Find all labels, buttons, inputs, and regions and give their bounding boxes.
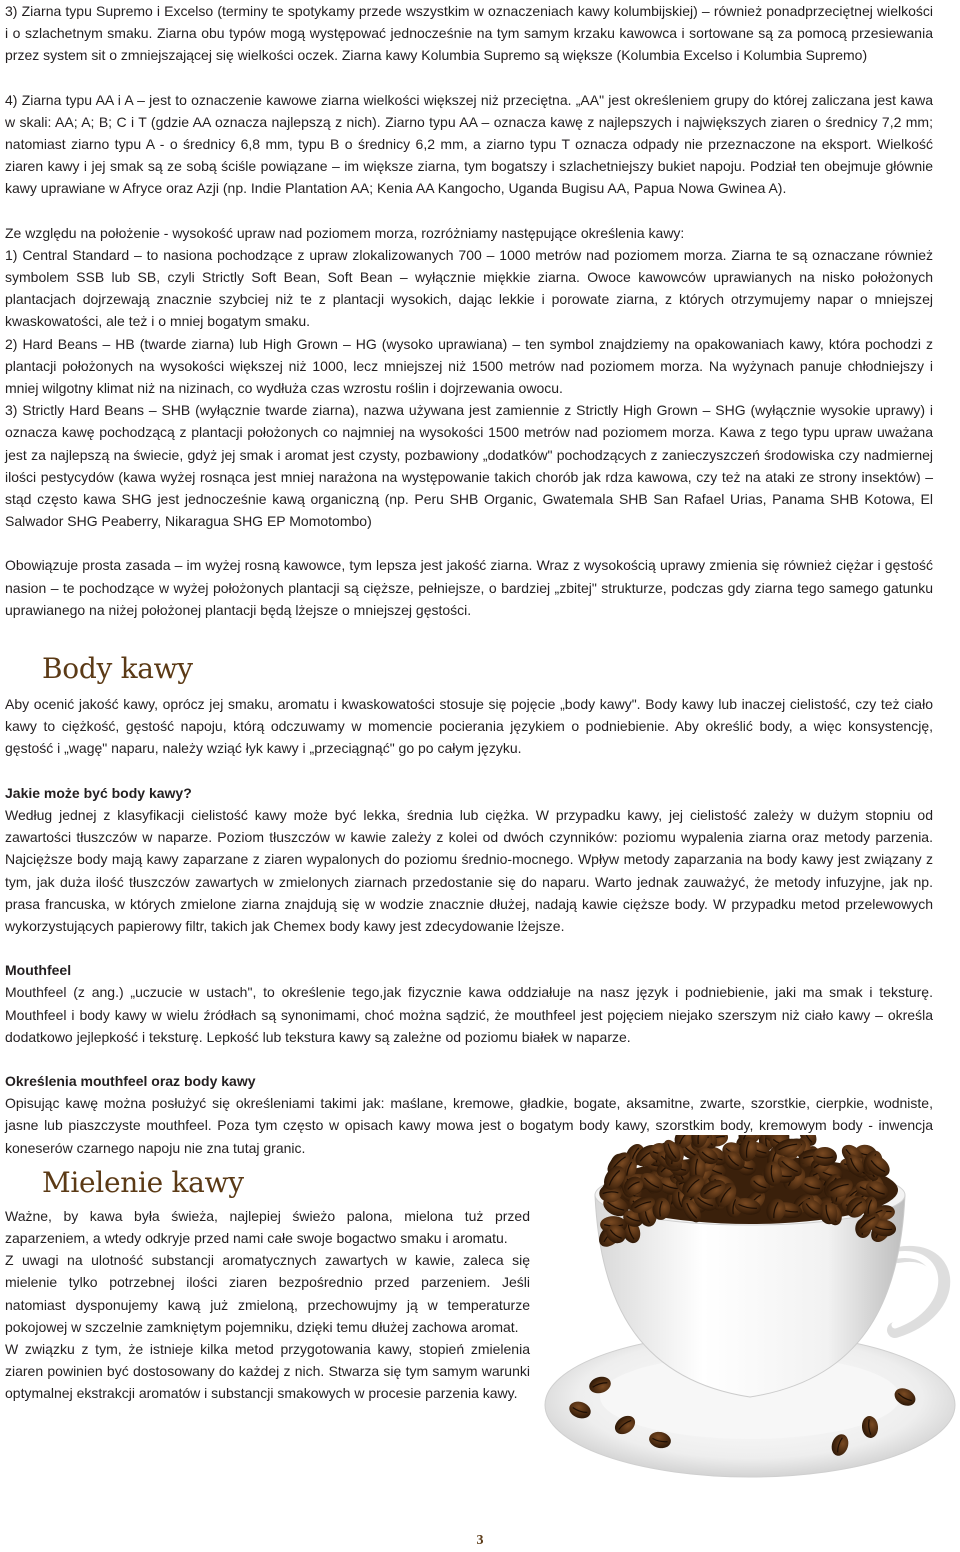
- paragraph-body-types: Według jednej z klasyfikacji cielistość kawy może być lekka, średnia lub ciężka. W przypadku kawy, jej cielistość zależy w dużym stopniu od zawartości tłuszczów w naparze. Poziom tłuszczów w kawie zależy z kolei od dwóch czynników: poziomu wypalenia ziarna oraz metody parzenia. Najcięższe body mają kawy zaparzane z ziaren wypalonych do poziomu średnio-mocnego. Wpływ metody zaparzania na body kawy jest związany z tym, jak duża ilość tłuszczów zawartych w zmielonych ziarnach przedostanie się do naparu. Warto jednak zauważyć, że metody infuzyjne, jak np. prasa francuska, w których zmielone ziarna znajdują się w wodzie znacznie dłużej, nadają kawie cięższe body. W przypadku metod przelewowych wykorzystujących papierowy filtr, takich jak Chemex body kawy jest zdecydowanie lżejsze.: [5, 806, 933, 934]
- paragraph-mouthfeel: Mouthfeel (z ang.) „uczucie w ustach", to określenie tego,jak fizycznie kawa oddziałuje na nasz język i podniebienie, jaki ma smak i teksturę. Mouthfeel i body kawy w wielu źródłach są synonimami, choć można sądzić, że mouthfeel jest pojęciem niejako szerszym niż ciało kawy – określa dodatkowo jejlepkość i teksturę. Lepkość lub tekstura kawy są zależne od poziomu białek w naparze.: [5, 984, 933, 1045]
- page-number: 3: [476, 1533, 484, 1548]
- subheading-descriptors: Określenia mouthfeel oraz body kawy: [5, 1072, 256, 1089]
- paragraph-altitude-intro: Ze względu na położenie - wysokość upraw nad poziomem morza, rozróżniamy następujące określenia kawy:: [5, 224, 685, 241]
- paragraph-grinding-methods: W związku z tym, że istnieje kilka metod przygotowania kawy, stopień zmielenia ziaren powinien być dostosowany do każdej z nich. Stwarza się tym samym warunki optymalnej ekstrakcji aromatów i substancji smakowych w procesie parzenia kawy.: [5, 1340, 530, 1402]
- paragraph-hard-beans: 2) Hard Beans – HB (twarde ziarna) lub High Grown – HG (wysoko uprawiana) – ten symbol znajdziemy na opakowaniach kawy, która pochodzi z plantacji położonych na wysokości większej niż 1000, lecz mniejszej niż 1500 metrów nad poziomem morza. Na wyżynach panuje chłodniejszy i mniej wilgotny klimat niż na nizinach, co wydłuża czas wzrostu roślin i dojrzewania owocu.: [5, 335, 933, 397]
- paragraph-grinding-fresh: Ważne, by kawa była świeża, najlepiej świeżo palona, mielona tuż przed zaparzeniem, a wtedy odkryje przed nami całe swoje bogactwo smaku i aromatu.: [5, 1207, 530, 1246]
- paragraph-grinding-storage: Z uwagi na ulotność substancji aromatycznych zawartych w kawie, zaleca się mielenie tylko potrzebnej ilości ziaren bezpośrednio przed parzeniem. Jeśli natomiast dysponujemy kawą już zmieloną, przechowujmy ją w temperaturze pokojowej w szczelnie zamkniętym pojemniku, dzięki temu dłużej zachowa aromat.: [5, 1252, 530, 1335]
- subheading-mouthfeel: Mouthfeel: [5, 962, 72, 979]
- paragraph-body-definition: Aby ocenić jakość kawy, oprócz jej smaku, aromatu i kwaskowatości stosuje się pojęcie „body kawy". Body kawy lub inaczej cielistość, czy też ciało kawy to ciężkość, gęstość napoju, którą odczuwamy w momencie pocierania językiem o podniebienie. Aby określić body, a więc konsystencję, gęstość i „wagę" naparu, należy wziąć łyk kawy i „przeciągnąć" go po całym języku.: [5, 696, 933, 757]
- paragraph-strictly-hard-beans: 3) Strictly Hard Beans – SHB (wyłącznie twarde ziarna), nazwa używana jest zamiennie z Strictly High Grown – SHG (wyłącznie wysokie uprawy) i oznacza kawę pochodzącą z plantacji położonych co najmniej na wysokości 1500 metrów nad poziomem morza. Kawa z tego typu upraw uważana jest za najlepszą na świecie, gdyż jej smak i aromat jest czysty, pozbawiony „dodatków" pochodzących z zanieczyszczeń środowiska czy nadmiernej ilości pestycydów (kawa wyżej rosnąca jest mniej narażona na występowanie takich chorób jak rdza kawowa, czy też na ataki ze strony insektów) – stąd często kawa SHG jest jednocześnie kawą organiczną (np. Peru SHB Organic, Gwatemala SHB San Rafael Urias, Panama SHB Kotowa, El Salwador SHG Peaberry, Nikaragua SHG EP Momotombo): [5, 402, 933, 530]
- heading-mielenie-kawy: Mielenie kawy: [42, 1165, 244, 1199]
- paragraph-supremo: 3) Ziarna typu Supremo i Excelso (terminy te spotykamy przede wszystkim w oznaczeniach kawy kolumbijskiej) – również ponadprzeciętnej wielkości i o szlachetnym smaku. Ziarna obu typów mogą występować jednocześnie na tym samym krzaku kawowca i sortowane są za pomocą przesiewania przez system sit o zmniejszającej się wielkości oczek. Ziarna kawy Kolumbia Supremo są większe (Kolumbia Excelso i Kolumbia Supremo): [5, 3, 933, 64]
- paragraph-aa-a: 4) Ziarna typu AA i A – jest to oznaczenie kawowe ziarna wielkości większej niż przeciętna. „AA" jest określeniem grupy do której zaliczana jest kawa w skali: AA; A; B; C i T (gdzie AA oznacza najlepszą z nich). Ziarno typu AA – oznacza kawę z najlepszych i największych ziaren o średnicy 7,2 mm; natomiast ziarno typu A - o średnicy 6,8 mm, typu B o średnicy 6,2 mm, a ziarno typu T oznacza odpady nie przeznaczone na eksport. Wielkość ziaren kawy i jej smak są ze sobą ściśle powiązane – im większe ziarna, tym bogatszy i szlachetniejszy bukiet napoju. Podział ten obejmuje głównie kawy uprawiane w Afryce oraz Azji (np. Indie Plantation AA; Kenia AA Kangocho, Uganda Bugisu AA, Papua Nowa Gwinea A).: [5, 91, 933, 197]
- paragraph-rule: Obowiązuje prosta zasada – im wyżej rosną kawowce, tym lepsza jest jakość ziarna. Wraz z wysokością uprawy zmienia się również ciężar i gęstość nasion – te pochodzące w wyżej położonych plantacji są cięższe, pełniejsze, o bardziej „zbitej" strukturze, podczas gdy ziarna tego samego gatunku uprawianego na niżej położonej plantacji będą lżejsze o mniejszej gęstości.: [5, 557, 933, 618]
- heading-body-kawy: Body kawy: [42, 652, 193, 686]
- paragraph-descriptors: Opisując kawę można posłużyć się określeniami takimi jak: maślane, kremowe, gładkie, bogate, aksamitne, zwarte, szorstkie, cierpkie, wodniste, jasne lub piaszczyste mouthfeel. Poza tym często w opisach kawy mowa jest o bogatym body kawy, szorstkim body, kremowym body - inwencja koneserów czarnego napoju nie zna tutaj granic.: [5, 1095, 933, 1156]
- coffee-cup-illustration: [540, 1135, 960, 1485]
- grinding-column: [5, 1205, 530, 1405]
- paragraph-central-standard: 1) Central Standard – to nasiona pochodzące z upraw zlokalizowanych 700 – 1000 metrów nad poziomem morza. Ziarna te są oznaczane również symbolem SSB lub SB, czyli Strictly Soft Bean, Soft Bean – wyłącznie miękkie ziarna. Owoce kawowców uprawianych na nisko położonych plantacjach dojrzewają znacznie szybciej niż te z plantacji wysokich, dając lekkie i porowate ziarna, z których otrzymujemy napar o mniejszej kwaskowatości, ale też i o mniej bogatym smaku.: [5, 246, 933, 330]
- subheading-body-types: Jakie może być body kawy?: [5, 784, 192, 801]
